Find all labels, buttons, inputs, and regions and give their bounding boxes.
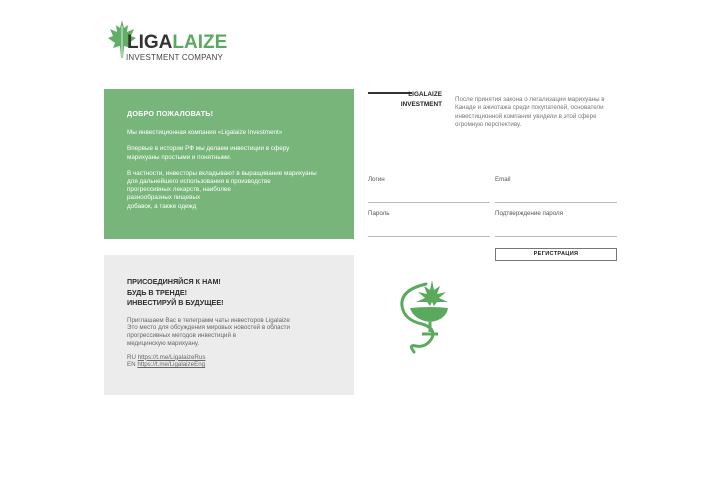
logo-title-part2: LAIZE [172, 32, 228, 53]
join-title [127, 277, 338, 309]
logo-title-part1: LIGA [127, 32, 173, 53]
telegram-link-ru [127, 354, 338, 362]
text-line: огромную перспективу. [455, 121, 522, 129]
login-label: Логин [368, 176, 385, 183]
logo-title [127, 33, 227, 53]
welcome-paragraph-3 [127, 170, 338, 211]
telegram-links [127, 354, 338, 370]
company-logo[interactable] [107, 18, 247, 64]
password-confirm-input[interactable] [495, 220, 615, 234]
password-confirm-label: Подтверждение пароля [495, 210, 564, 217]
join-panel [104, 255, 354, 395]
text-line: прогрессивных методов инвестиций в [127, 332, 236, 340]
join-title-line: ПРИСОЕДИНЯЙСЯ К НАМ! [127, 277, 221, 286]
logo-subtitle: INVESTMENT COMPANY [126, 53, 224, 62]
join-title-line: БУДЬ В ТРЕНДЕ! [127, 287, 188, 297]
email-label: Email [495, 176, 511, 183]
text-line: для дальнейшего использования в производстве [127, 178, 271, 186]
welcome-paragraph-2 [127, 145, 338, 161]
text-line: Впервые в истории РФ мы делаем инвестиции в сферу [127, 145, 290, 153]
join-text [127, 317, 338, 348]
password-input[interactable] [368, 220, 488, 234]
register-button[interactable]: РЕГИСТРАЦИЯ [495, 248, 617, 261]
text-line: марихуаны простыми и понятными. [127, 153, 232, 161]
welcome-intro: Мы инвестиционная компания «Ligalaize Investment» [127, 129, 283, 137]
login-field [368, 176, 490, 203]
about-text [455, 96, 625, 130]
telegram-link-en-url[interactable]: https://t.me/LigalaizeEng [137, 361, 206, 369]
brand-name-line: INVESTMENT [400, 101, 442, 108]
brand-name [380, 90, 442, 110]
bowl-of-hygieia-leaf-icon [396, 276, 452, 356]
text-line: медицинскую марихуану. [127, 339, 200, 347]
telegram-link-en [127, 361, 338, 369]
text-line: добавок, а также одежд [127, 202, 197, 210]
email-field [495, 176, 617, 203]
password-label: Пароль [368, 210, 390, 217]
link-lang: RU [127, 353, 136, 361]
join-title-line: ИНВЕСТИРУЙ В БУДУЩЕЕ! [127, 298, 224, 307]
welcome-panel [104, 89, 354, 239]
text-line: разнообразных пищевых [127, 194, 201, 202]
welcome-title: ДОБРО ПОЖАЛОВАТЬ! [127, 109, 214, 118]
text-line: После принятия закона о легализации марихуаны в [455, 96, 605, 103]
password-field [368, 210, 490, 237]
login-input[interactable] [368, 186, 488, 200]
text-line: В частности, инвесторы вкладывают в выращивание марихуаны [127, 169, 317, 177]
text-line: Приглашаем Вас в телеграмм чаты инвесторов Ligalaize [127, 316, 290, 324]
text-line: прогрессивных лекарств, наиболее [127, 186, 231, 194]
email-input[interactable] [495, 186, 615, 200]
password-confirm-field [495, 210, 617, 237]
brand-name-line: LIGALAIZE [408, 91, 442, 98]
link-lang: EN [127, 361, 136, 369]
text-line: Канаде и ажиотажа среди покупателей, основатели [455, 104, 604, 112]
telegram-link-ru-url[interactable]: https://t.me/LigalaizeRus [137, 353, 206, 361]
text-line: Это место для обсуждения мировых новостей в области [127, 324, 290, 332]
text-line: инвестиционной компании увидели в этой сфере [455, 112, 597, 120]
